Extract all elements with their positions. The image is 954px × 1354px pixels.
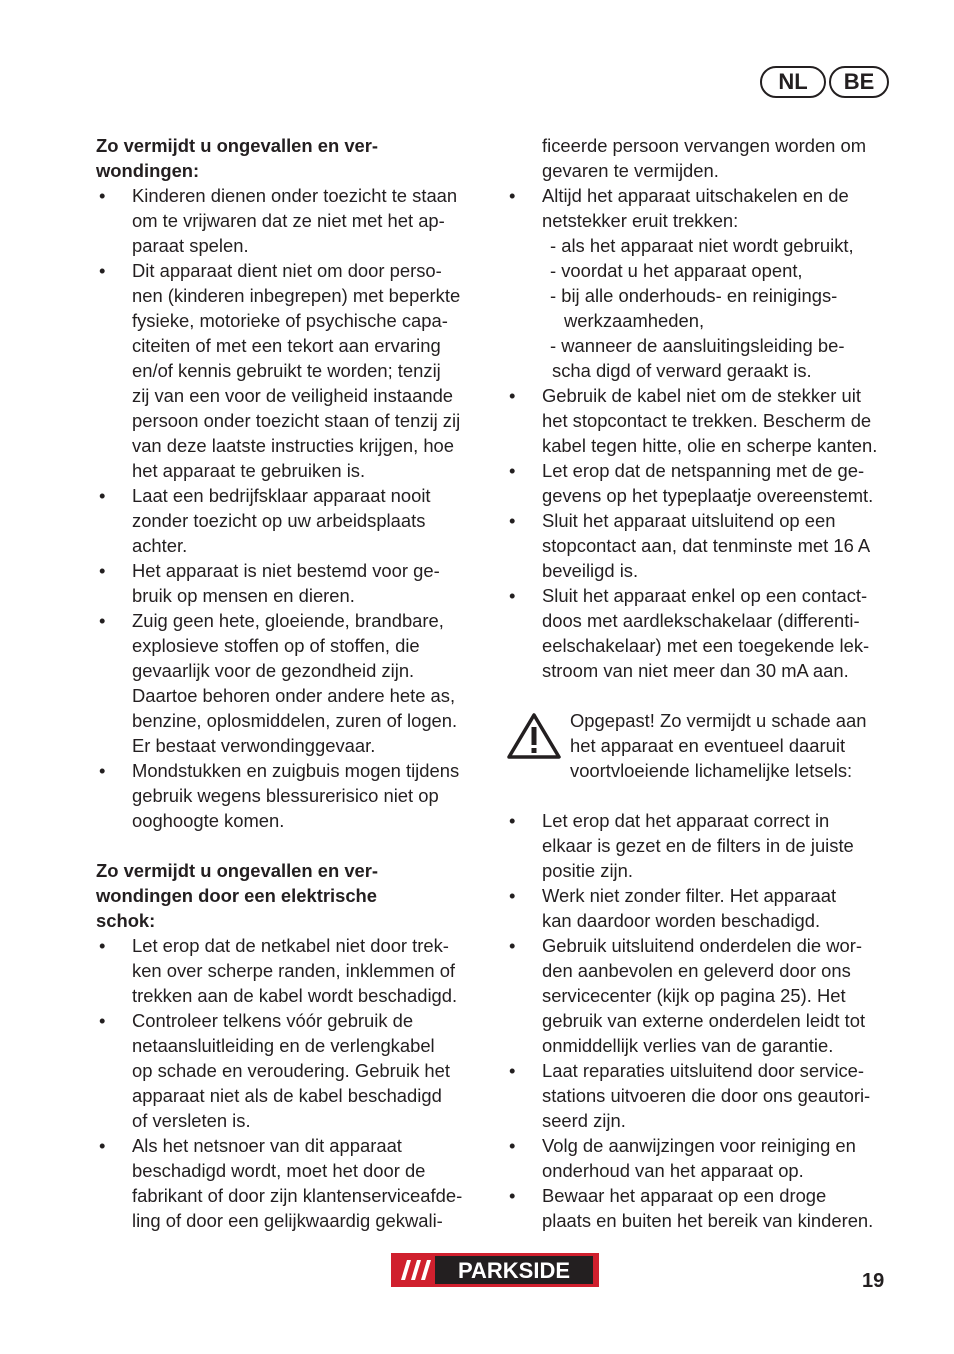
list-item: • Gebruik uitsluitend onderdelen die wor- den aanbevolen en geleverd door ons servicecenter (kijk op pagina 25). Het gebruik van externe onderdelen leidt tot onmiddellijk verlies van de garantie. [506,933,896,1058]
list-item: • Let erop dat de netspanning met de ge- gevens op het typeplaatje overeenstemt. [506,458,896,508]
damage-prevention-list [506,808,896,1233]
warning-triangle-icon [506,712,562,760]
section-heading-electric-shock: Zo vermijdt u ongevallen en ver- wondingen door een elektrische schok: [96,860,379,931]
warning-notice: Opgepast! Zo vermijdt u schade aan het apparaat en eventueel daaruit voortvloeiende lichamelijke letsels: [506,708,896,783]
list-item: • Zuig geen hete, gloeiende, brandbare, explosieve stoffen op of stoffen, die gevaarlijk voor de gezondheid zijn. Daartoe behoren onder andere hete as, benzine, oplosmiddelen, zuren of logen. Er bestaat verwondinggevaar. [96,608,486,758]
list-item: • Sluit het apparaat uitsluitend op een stopcontact aan, dat tenminste met 16 A beveiligd is. [506,508,896,583]
list-item: • Controleer telkens vóór gebruik de netaansluitleiding en de verlengkabel op schade en veroudering. Gebruik het apparaat niet als de kabel beschadigd of versleten is. [96,1008,486,1133]
logo-text: PARKSIDE [457,1258,571,1283]
list-item: • Let erop dat het apparaat correct in elkaar is gezet en de filters in de juiste positie zijn. [506,808,896,883]
list-item: • Kinderen dienen onder toezicht te staan om te vrijwaren dat ze niet met het ap- paraat spelen. [96,183,486,258]
parkside-logo [391,1253,599,1287]
list-item: • Laat een bedrijfsklaar apparaat nooit zonder toezicht op uw arbeidsplaats achter. [96,483,486,558]
list-item: • Laat reparaties uitsluitend door service- stations uitvoeren die door ons geautori- seerd zijn. [506,1058,896,1133]
list-item: • Altijd het apparaat uitschakelen en de netstekker eruit trekken: - als het apparaat niet wordt gebruikt, - voordat u het apparaat opent, - bij alle onderhouds- en reinigings- werkzaamheden, - wanneer de aansluitingsleiding be- scha digd of verward geraakt is. [506,183,896,383]
list-item-continuation: ficeerde persoon vervangen worden om gevaren te vermijden. [542,135,867,181]
list-item: • Dit apparaat dient niet om door perso- nen (kinderen inbegrepen) met beperkte fysieke, motorieke of psychische capa- citeiten of met een tekort aan ervaring en/of kennis gebruikt te worden; tenzij zij van een voor de veiligheid instaande persoon onder toezicht staan of tenzij zij van deze laatste instructies krijgen, hoe het apparaat te gebruiken is. [96,258,486,483]
electric-safety-list [96,933,486,1233]
list-item: • Het apparaat is niet bestemd voor ge- bruik op mensen en dieren. [96,558,486,608]
list-item: • Volg de aanwijzingen voor reiniging en onderhoud van het apparaat op. [506,1133,896,1183]
list-item: • Als het netsnoer van dit apparaat beschadigd wordt, moet het door de fabrikant of door zijn klantenserviceafde- ling of door een gelijkwaardig gekwali- [96,1133,486,1233]
list-item: • Bewaar het apparaat op een droge plaats en buiten het bereik van kinderen. [506,1183,896,1233]
right-column [506,133,896,1233]
page-number: 19 [862,1270,885,1292]
accident-safety-list [96,183,486,833]
list-item: • Gebruik de kabel niet om de stekker uit het stopcontact te trekken. Bescherm de kabel tegen hitte, olie en scherpe kanten. [506,383,896,458]
left-column [96,133,486,1233]
section-heading-accidents: Zo vermijdt u ongevallen en ver- wondingen: [96,135,379,181]
list-item: • Sluit het apparaat enkel op een contact- doos met aardlekschakelaar (differenti- eelschakelaar) met een toegekende lek- stroom van niet meer dan 30 mA aan. [506,583,896,683]
electric-safety-list-continued [506,133,896,683]
language-badge-be: BE [829,66,889,98]
list-item: • Mondstukken en zuigbuis mogen tijdens gebruik wegens blessurerisico niet op ooghoogte komen. [96,758,486,833]
list-item: • Werk niet zonder filter. Het apparaat kan daardoor worden beschadigd. [506,883,896,933]
list-item: • Let erop dat de netkabel niet door trek- ken over scherpe randen, inklemmen of trekken aan de kabel wordt beschadigd. [96,933,486,1008]
language-badge-nl: NL [760,66,826,98]
